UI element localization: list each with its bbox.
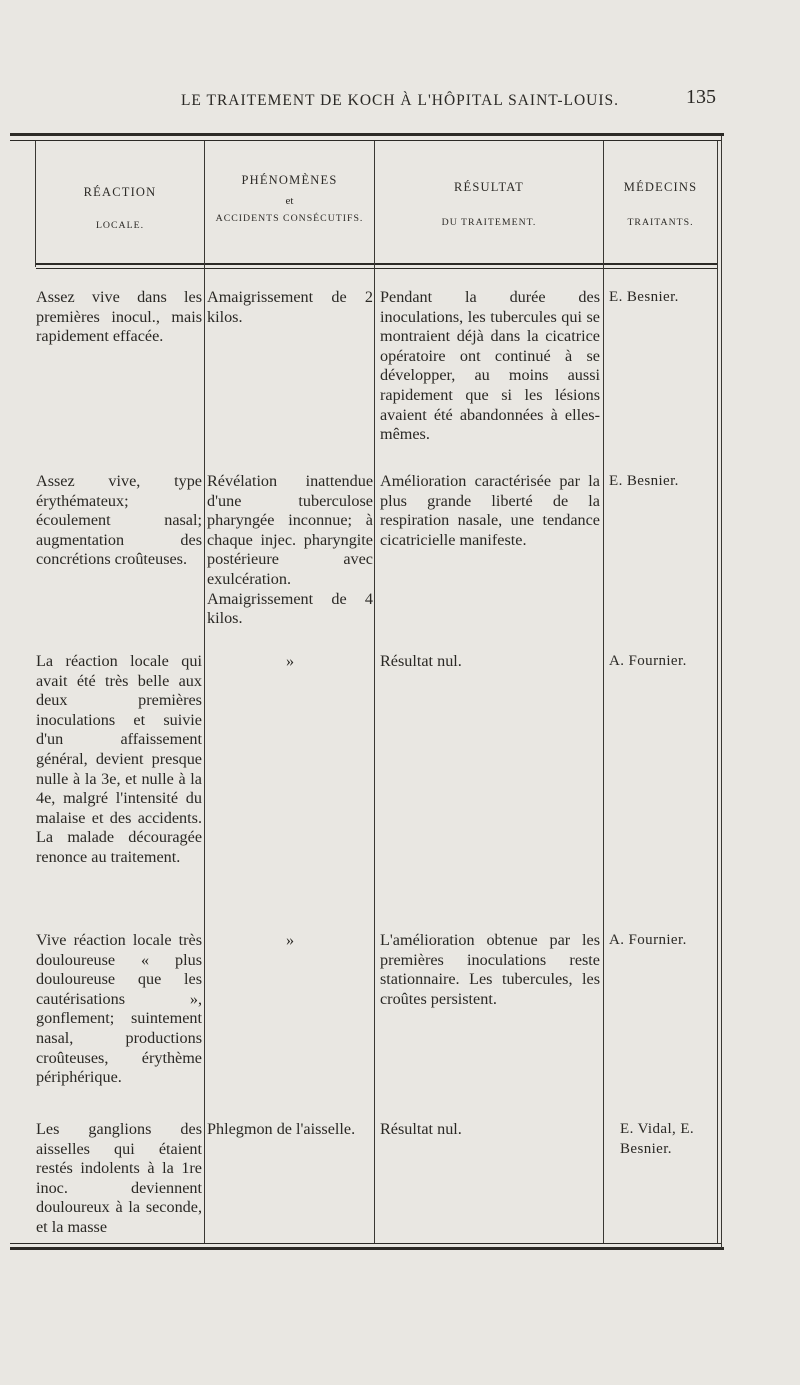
column-conjunction: et	[285, 195, 294, 207]
medecins-cell: A. Fournier.	[609, 932, 687, 948]
column-header-resultat	[375, 180, 603, 228]
column-header-medecins	[604, 180, 717, 228]
reaction-cell: Les ganglions des aisselles qui étaient restés indolents à la 1re inoc. deviennent douloureux à la seconde, et la masse	[36, 1120, 202, 1236]
column-header-reaction	[36, 185, 204, 231]
column-subtitle: LOCALE.	[95, 220, 145, 231]
medecins-cell: E. Besnier.	[609, 473, 679, 489]
resultat-cell: L'amélioration obtenue par les premières inoculations reste stationnaire. Les tubercules, les croûtes persistent.	[380, 931, 600, 1008]
header-rule-thin	[36, 268, 717, 269]
resultat-cell: Résultat nul.	[380, 1120, 462, 1138]
reaction-cell: Assez vive, type érythémateux; écoulement nasal; augmentation des concrétions croûteuses.	[36, 472, 202, 569]
column-title: RÉSULTAT	[454, 180, 524, 194]
column-header-phenomenes	[205, 173, 374, 224]
column-divider	[603, 141, 604, 1243]
column-title: RÉACTION	[83, 185, 157, 199]
running-title: LE TRAITEMENT DE KOCH À L'HÔPITAL SAINT-LOUIS.	[180, 92, 620, 109]
phenomenes-cell: »	[285, 652, 295, 670]
column-divider	[717, 141, 718, 1243]
bottom-rule-thin	[10, 1243, 722, 1244]
reaction-cell: La réaction locale qui avait été très belle aux deux premières inoculations et suivie d'un affaissement général, devient presque nulle à la 3e, et nulle à la 4e, malgré l'intensité du malaise et des accidents. La malade découragée renonce au traitement.	[36, 652, 202, 866]
medecins-cell: E. Besnier.	[609, 289, 679, 305]
header-rule-thick	[36, 263, 717, 265]
column-subtitle: ACCIDENTS CONSÉCUTIFS.	[215, 213, 364, 224]
column-divider	[374, 141, 375, 1243]
resultat-cell: Pendant la durée des inoculations, les tubercules qui se montraient déjà dans la cicatrice opératoire ont continué à se développer, au moins aussi rapidement que si les lésions avaient été abandonnées à elles-mêmes.	[380, 288, 600, 444]
phenomenes-cell: »	[285, 931, 295, 949]
resultat-cell: Résultat nul.	[380, 652, 462, 670]
reaction-cell: Vive réaction locale très douloureuse « plus douloureuse que les cautérisations », gonflement; suintement nasal, productions croûteuses, érythème périphérique.	[36, 931, 202, 1087]
medecins-cell: A. Fournier.	[609, 653, 687, 669]
top-rule-thick	[10, 133, 724, 136]
bottom-rule-thick	[10, 1247, 724, 1250]
reaction-cell: Assez vive dans les premières inocul., mais rapidement effacée.	[36, 288, 202, 346]
page-number: 135	[686, 86, 716, 108]
medecins-cell: E. Vidal, E. Besnier.	[620, 1121, 695, 1157]
phenomenes-cell: Amaigrissement de 2 kilos.	[207, 288, 373, 326]
resultat-cell: Amélioration caractérisée par la plus grande liberté de la respiration nasale, une tendance cicatricielle manifeste.	[380, 472, 600, 549]
column-title: MÉDECINS	[623, 180, 698, 194]
phenomenes-cell: Phlegmon de l'aisselle.	[207, 1120, 356, 1138]
column-subtitle: DU TRAITEMENT.	[441, 217, 537, 228]
column-subtitle: TRAITANTS.	[627, 217, 694, 228]
column-divider	[204, 141, 205, 1243]
column-divider	[721, 136, 722, 1248]
top-rule-thin	[10, 140, 722, 141]
column-title: PHÉNOMÈNES	[241, 173, 338, 187]
phenomenes-cell: Révélation inattendue d'une tuberculose pharyngée inconnue; à chaque injec. pharyngite postérieure avec exulcération. Amaigrissement de 4 kilos.	[207, 472, 373, 628]
